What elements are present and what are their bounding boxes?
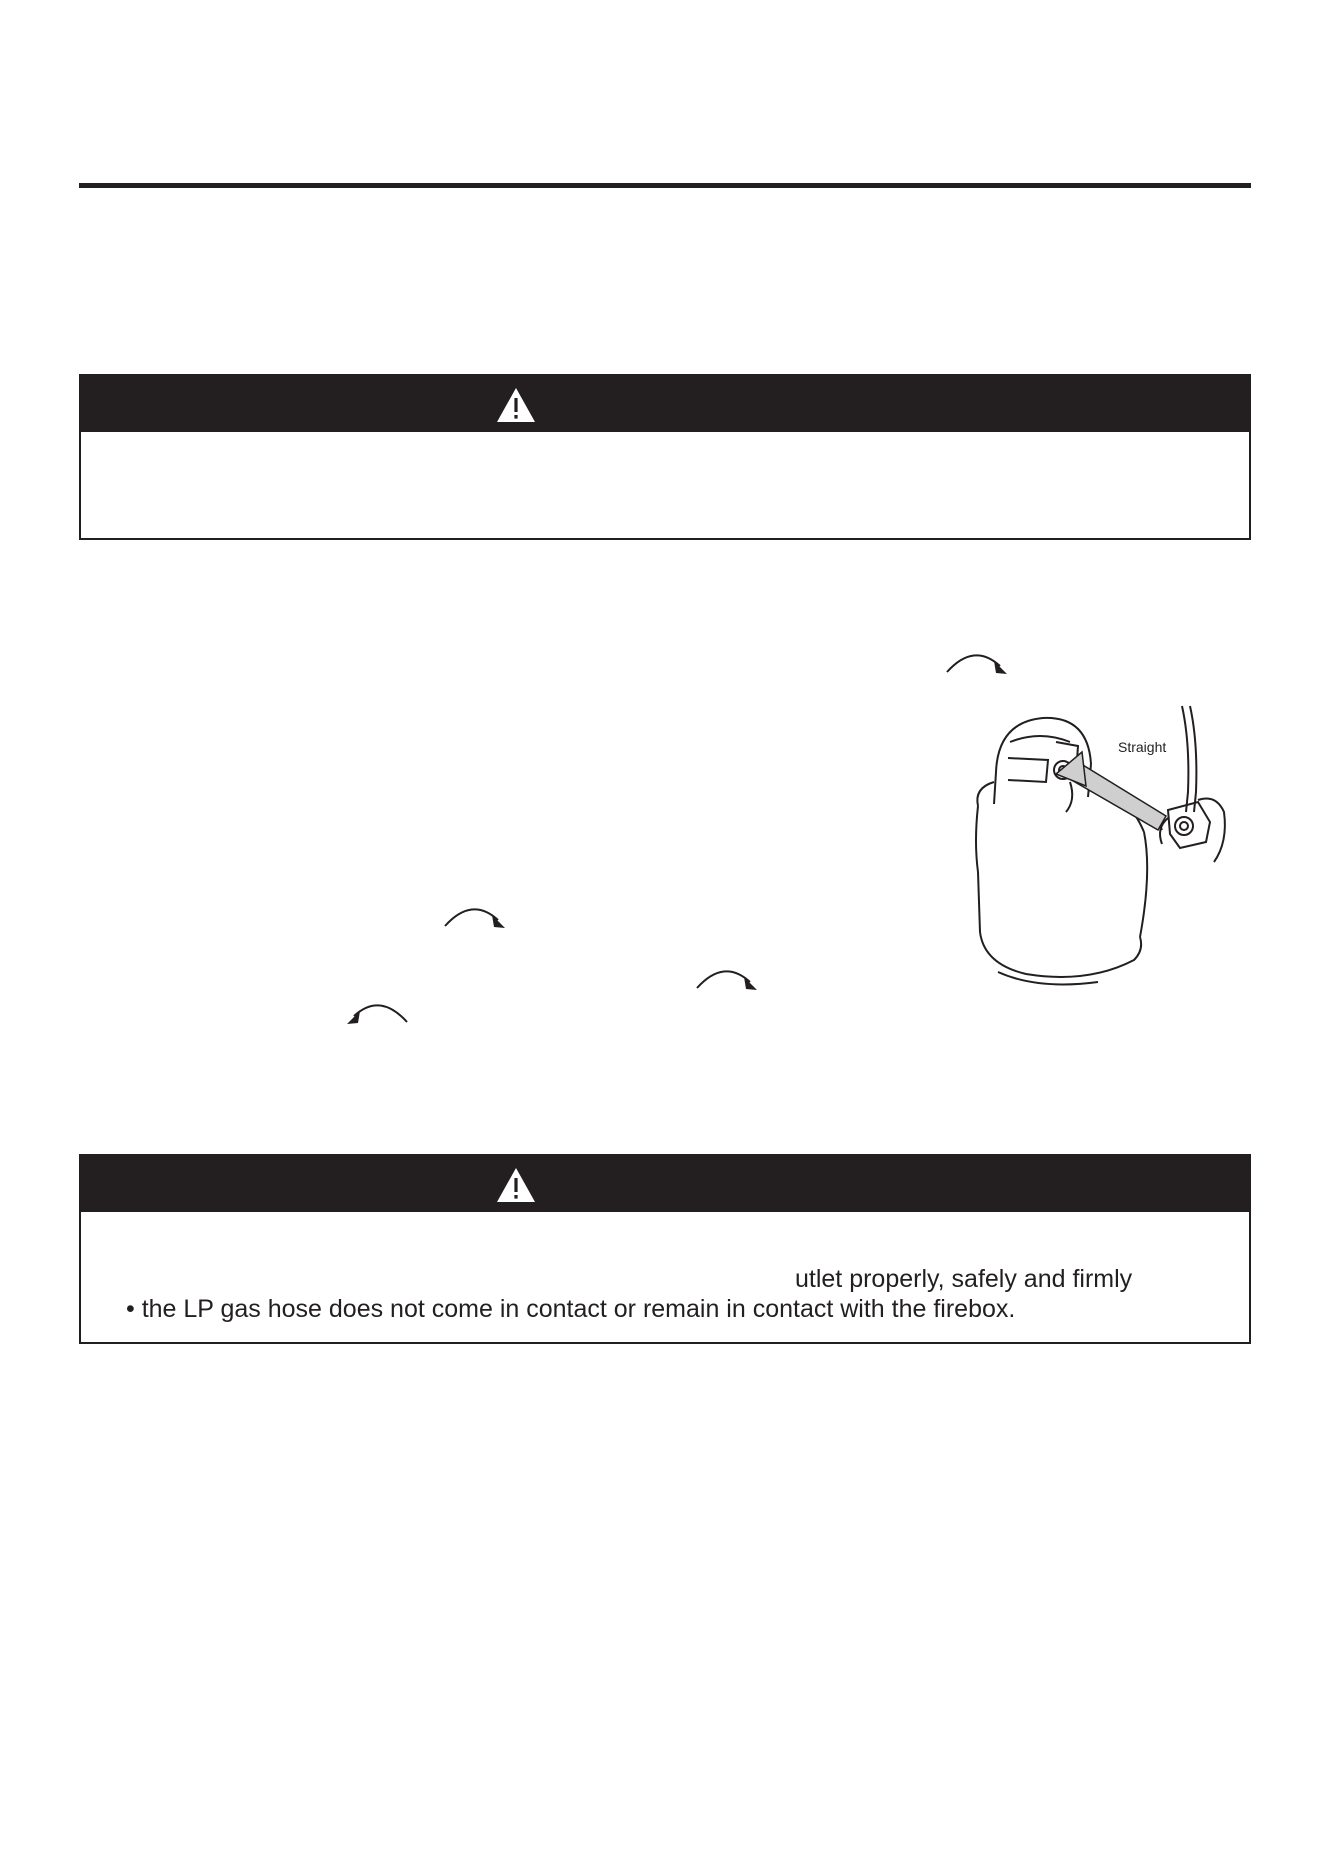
clockwise-arrow-icon bbox=[944, 646, 1010, 680]
warning-text-line-2: • the LP gas hose does not come in contact or remain in contact with the firebox. bbox=[126, 1295, 1016, 1323]
clockwise-arrow-icon bbox=[694, 962, 760, 996]
clockwise-arrow-icon bbox=[442, 900, 508, 934]
warning-header-bar bbox=[81, 1156, 1249, 1212]
warning-text-line-1: utlet properly, safely and firmly bbox=[795, 1265, 1133, 1293]
counterclockwise-arrow-icon bbox=[344, 996, 410, 1030]
straight-label: Straight bbox=[1118, 739, 1167, 755]
header-rule bbox=[79, 183, 1251, 188]
warning-box-top bbox=[79, 374, 1251, 540]
warning-header-bar bbox=[81, 376, 1249, 432]
warning-triangle-icon bbox=[495, 386, 537, 424]
warning-triangle-icon bbox=[495, 1166, 537, 1204]
warning-box-bottom bbox=[79, 1154, 1251, 1344]
lp-tank-illustration bbox=[948, 702, 1248, 992]
